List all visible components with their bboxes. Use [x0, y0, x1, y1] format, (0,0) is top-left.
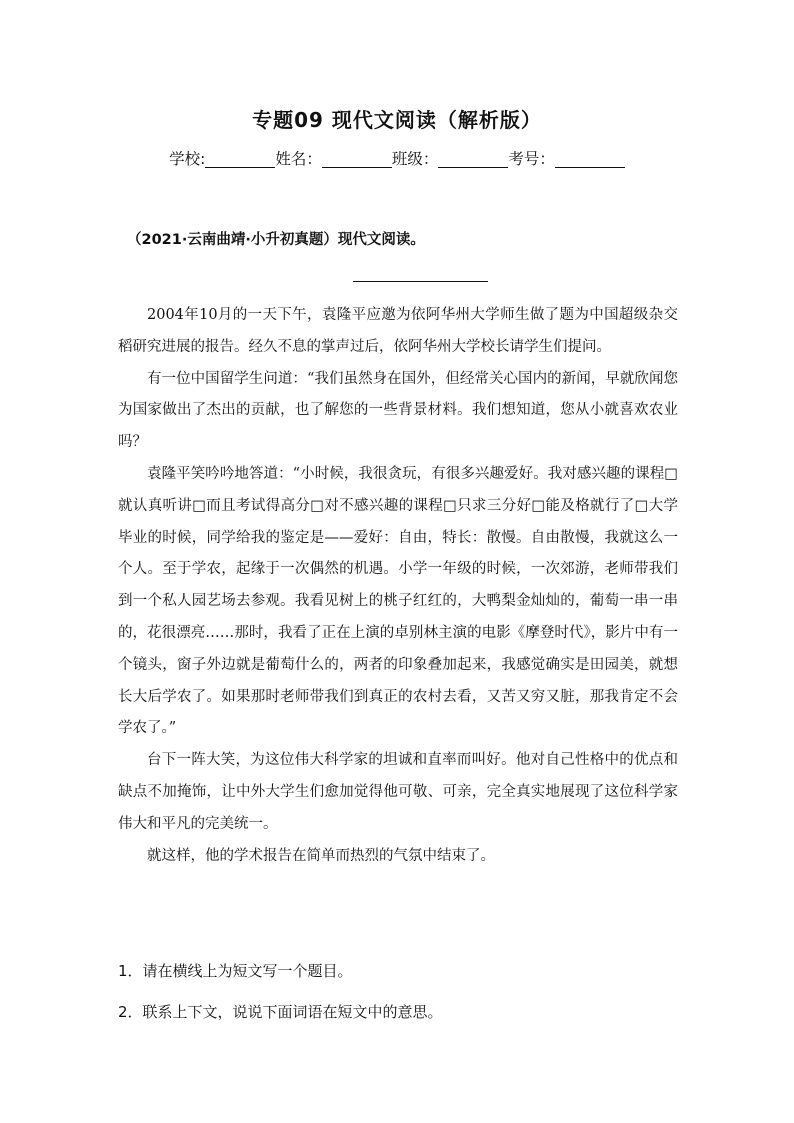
- document-title: 专题09 现代文阅读（解析版）: [252, 108, 542, 132]
- school-label: 学校:: [169, 150, 206, 168]
- class-blank[interactable]: [438, 151, 508, 168]
- name-blank[interactable]: [322, 151, 392, 168]
- question-1: 1．请在横线上为短文写一个题目。: [118, 962, 353, 980]
- exam-number-blank[interactable]: [555, 151, 625, 168]
- name-label: 姓名：: [275, 150, 322, 168]
- article-paragraph: 袁隆平笑吟吟地答道：“小时候，我很贪玩，有很多兴趣爱好。我对感兴趣的课程□就认真听讲□而且考试得高分□对不感兴趣的课程□只求三分好□能及格就行了□大学毕业的时候，同学给我的鉴定是——爱好：自由，特长：散慢。自由散慢，我就这么一个人。至于学农，起缘于一次偶然的机遇。小学一年级的时候，一次郊游，老师带我们到一个私人园艺场去参观。我看见树上的桃子红红的，大鸭梨金灿灿的，葡萄一串一串的，花很漂亮……那时，我看了正在上演的卓别林主演的电影《摩登时代》，影片中有一个镜头，窗子外边就是葡萄什么的，两者的印象叠加起来，我感觉确实是田园美，就想长大后学农了。如果那时老师带我们到真正的农村去看，又苦又穷又脏，那我肯定不会学农了。”: [118, 465, 678, 737]
- article-title-blank[interactable]: [353, 281, 488, 282]
- question-2: 2．联系上下文，说说下面词语在短文中的意思。: [118, 1003, 443, 1021]
- article-paragraph: 有一位中国留学生问道：“我们虽然身在国外，但经常关心国内的新闻，早就欣闻您为国家做出了杰出的贡献，也了解您的一些背景材料。我们想知道，您从小就喜欢农业吗？: [118, 370, 678, 451]
- article-paragraph: 2004年10月的一天下午，袁隆平应邀为依阿华州大学师生做了题为中国超级杂交稻研究进展的报告。经久不息的掌声过后，依阿华州大学校长请学生们提问。: [118, 307, 678, 355]
- article-paragraph: 就这样，他的学术报告在简单而热烈的气氛中结束了。: [147, 847, 495, 864]
- student-info-line: [0, 147, 794, 169]
- school-blank[interactable]: [205, 151, 275, 168]
- class-label: 班级：: [391, 150, 439, 168]
- article-paragraph: 台下一阵大笑，为这位伟大科学家的坦诚和直率而叫好。他对自己性格中的优点和缺点不加掩饰，让中外大学生们愈加觉得他可敬、可亲，完全真实地展现了这位科学家伟大和平凡的完美统一。: [118, 752, 678, 832]
- question-source: （2021·云南曲靖·小升初真题）现代文阅读。: [127, 232, 425, 248]
- exam-number-label: 考号：: [508, 150, 555, 168]
- article-body: [118, 300, 678, 872]
